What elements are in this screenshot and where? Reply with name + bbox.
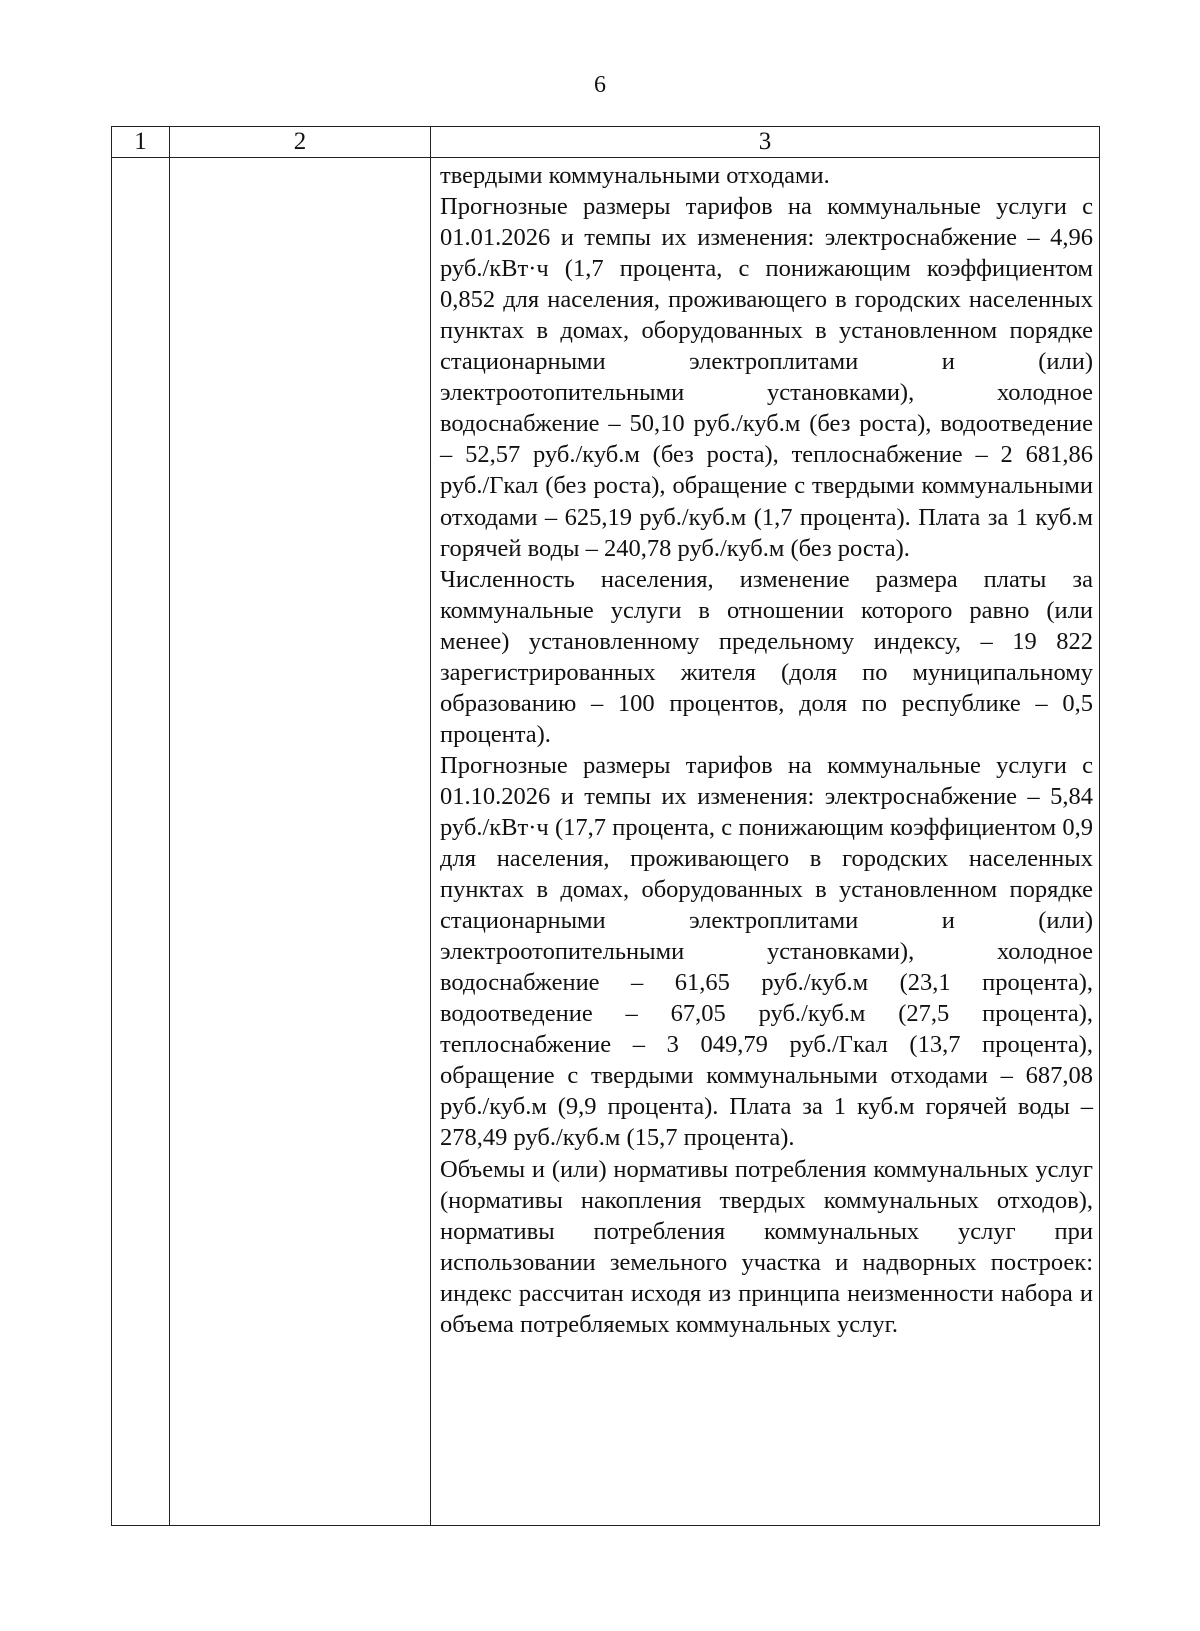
page-number: 6 [594,72,606,98]
column-header-1: 1 [112,127,170,158]
column-header-2: 2 [170,127,431,158]
table-cell-col1 [112,158,170,1526]
paragraph-consumption-norms: Объемы и (или) нормативы потребления коммунальных услуг (нормативы накопления твердых коммунальных отходов), нормативы потребления коммунальных услуг при использовании земельного участка и надворных построек: индекс рассчитан исходя из принципа неизменности набора и объема потребляемых коммунальных услуг. [440,1155,1093,1338]
table-row [112,158,1100,1526]
paragraph-population: Численность населения, изменение размера платы за коммунальные услуги в отношении которого равно (или менее) установленному предельному индексу, – 19 822 зарегистрированных жителя (доля по муниципальному образованию – 100 процентов, доля по республике – 0,5 процента). [440,565,1093,748]
paragraph-continuation: твердыми коммунальными отходами. [440,162,830,189]
cell-text-block [431,158,1099,1340]
column-header-3: 3 [431,127,1100,158]
table-header-row [112,127,1100,158]
table-cell-col3 [431,158,1100,1526]
tariff-table [111,126,1100,1526]
paragraph-tariffs-2026-10: Прогнозные размеры тарифов на коммунальные услуги с 01.10.2026 и темпы их изменения: электроснабжение – 5,84 руб./кВт·ч (17,7 процента, с понижающим коэффициентом 0,9 для населения, проживающего в городских населенных пунктах в домах, оборудованных в установленном порядке стационарными электроплитами и (или) электроотопительными установками), холодное водоснабжение – 61,65 руб./куб.м (23,1 процента), водоотведение – 67,05 руб./куб.м (27,5 процента), теплоснабжение – 3 049,79 руб./Гкал (13,7 процента), обращение с твердыми коммунальными отходами – 687,08 руб./куб.м (9,9 процента). Плата за 1 куб.м горячей воды – 278,49 руб./куб.м (15,7 процента). [440,751,1093,1152]
paragraph-tariffs-2026-01: Прогнозные размеры тарифов на коммунальные услуги с 01.01.2026 и темпы их изменения: электроснабжение – 4,96 руб./кВт·ч (1,7 процента, с понижающим коэффициентом 0,852 для населения, проживающего в городских населенных пунктах в домах, оборудованных в установленном порядке стационарными электроплитами и (или) электроотопительными установками), холодное водоснабжение – 50,10 руб./куб.м (без роста), водоотведение – 52,57 руб./куб.м (без роста), теплоснабжение – 2 681,86 руб./Гкал (без роста), обращение с твердыми коммунальными отходами – 625,19 руб./куб.м (1,7 процента). Плата за 1 куб.м горячей воды – 240,78 руб./куб.м (без роста). [440,193,1093,562]
table-cell-col2 [170,158,431,1526]
